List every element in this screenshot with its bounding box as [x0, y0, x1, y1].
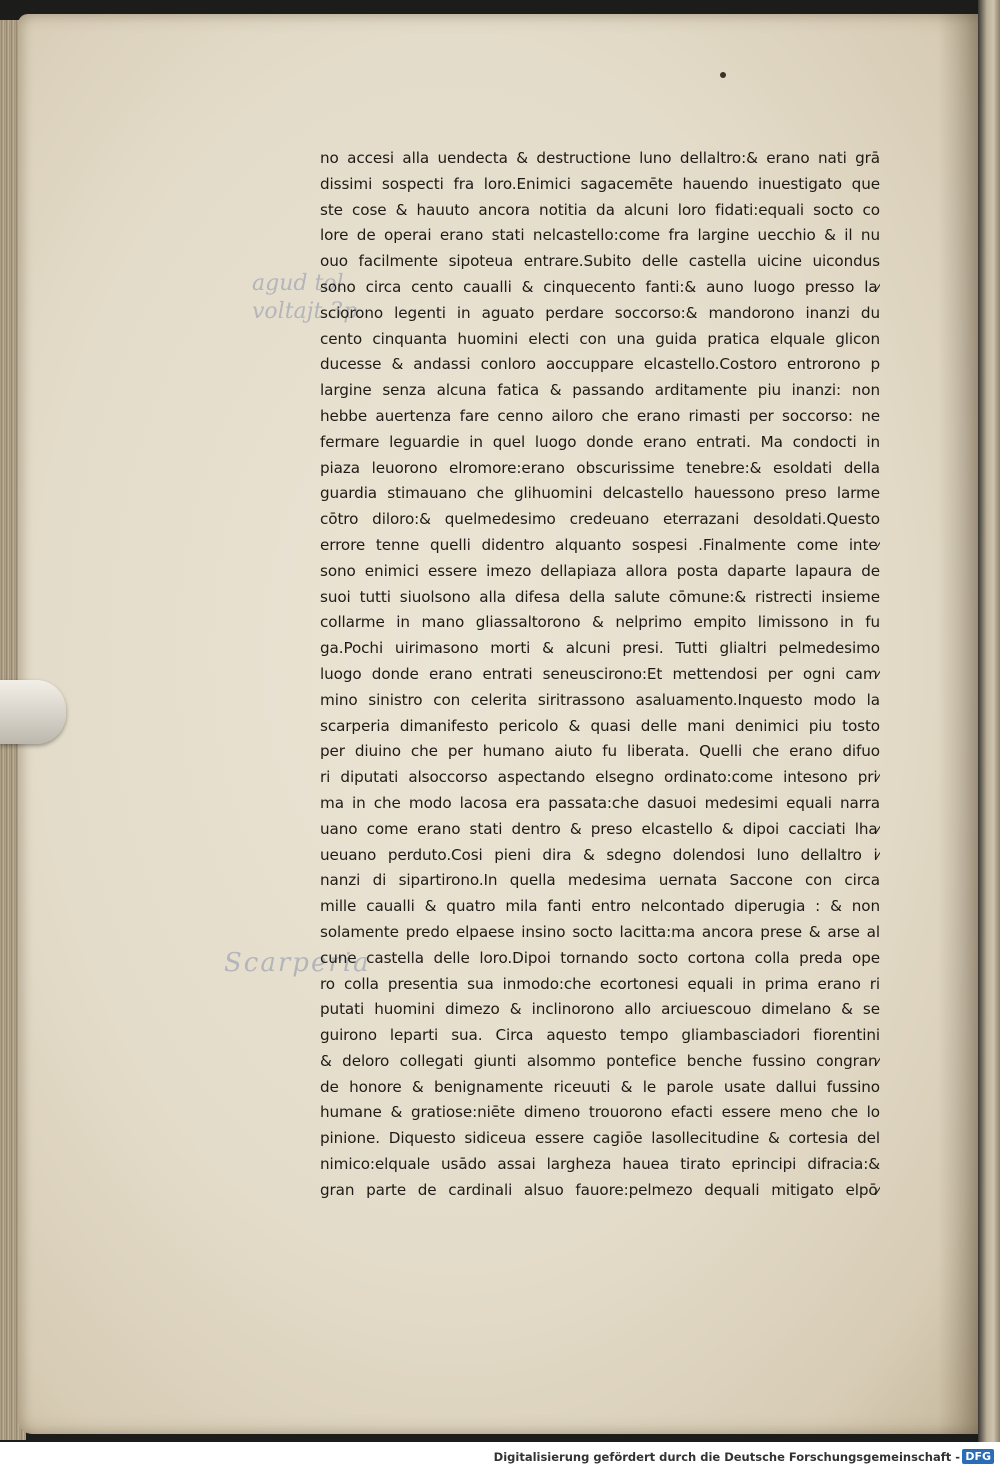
dfg-logo: DFG — [962, 1449, 994, 1464]
text-line: ste cose & hauuto ancora notitia da alcuni loro fidati:equali socto co — [320, 200, 880, 219]
text-line: ueuano perduto.Cosi pieni dira & sdegno dolendosi luno dellaltro i⁄ — [320, 845, 880, 864]
text-line: nimico:elquale usādo assai largheza hauea tirato eprincipi difracia:& — [320, 1155, 880, 1174]
text-line: per diuino che per humano aiuto fu liberata. Quelli che erano difuo — [320, 742, 880, 761]
digitization-footer — [0, 1442, 1000, 1472]
text-line: ro colla presentia sua inmodo:che ecortonesi equali in prima erano ri — [320, 974, 880, 993]
text-line: nanzi di sipartirono.In quella medesima uernata Saccone con circa — [320, 871, 880, 890]
text-line: piaza leuorono elromore:erano obscurissime tenebre:& esoldati della — [320, 458, 880, 477]
text-line: ducesse & andassi conloro aoccuppare elcastello.Costoro entrorono p — [320, 355, 880, 374]
text-line: lore de operai erano stati nelcastello:come fra largine uecchio & il nu — [320, 226, 880, 245]
text-line: gran parte de cardinali alsuo fauore:pelmezo dequali mitigato elpō⁄ — [320, 1180, 880, 1199]
text-line: cento cinquanta huomini electi con una guida pratica elquale glicon — [320, 329, 880, 348]
text-line: dissimi sospecti fra loro.Enimici sagacemēte hauendo inuestigato que — [320, 174, 880, 193]
text-line: sono circa cento caualli & cinquecento fanti:& auno luogo presso la⁄ — [320, 277, 880, 296]
text-line: largine senza alcuna fatica & passando arditamente piu inanzi: non — [320, 381, 880, 400]
text-line: uano come erano stati dentro & preso elcastello & dipoi cacciati lha⁄ — [320, 819, 880, 838]
text-line: guirono leparti sua. Circa aquesto tempo gliambasciadori fiorentini — [320, 1026, 880, 1045]
text-line: & deloro collegati giunti alsommo pontefice benche fussino congran⁄ — [320, 1051, 880, 1070]
text-line: guardia stimauano che glihuomini delcastello hauessono preso larme — [320, 484, 880, 503]
text-line: pinione. Diquesto sidiceua essere cagiōe lasollecitudine & cortesia del — [320, 1129, 880, 1148]
margin-note-upper: agud tol voltajt 3p — [252, 271, 358, 324]
text-line: fermare leguardie in quel luogo donde erano entrati. Ma condocti in — [320, 432, 880, 451]
text-line: ma in che modo lacosa era passata:che dasuoi medesimi equali narra — [320, 793, 880, 812]
text-line: cōtro diloro:& quelmedesimo credeuano eterrazani desoldati.Questo — [320, 510, 880, 529]
text-line: ri diputati alsoccorso aspectando elsegno ordinato:come intesono pri⁄ — [320, 768, 880, 787]
text-line: hebbe auertenza fare cenno ailoro che erano rimasti per soccorso: ne — [320, 406, 880, 425]
text-line: cune castella delle loro.Dipoi tornando socto cortona colla preda ope — [320, 948, 880, 967]
text-line: mille caualli & quatro mila fanti entro nelcontado diperugia : & non — [320, 897, 880, 916]
text-line: scarperia dimanifesto pericolo & quasi delle mani denimici piu tosto — [320, 716, 880, 735]
text-line: humane & gratiose:niēte dimeno trouorono efacti essere meno che lo — [320, 1103, 880, 1122]
text-line: solamente predo elpaese insino socto lacitta:ma ancora prese & arse al — [320, 922, 880, 941]
page-clip — [0, 680, 66, 744]
text-line: ouo facilmente sipoteua entrare.Subito delle castella uicine uicondus — [320, 252, 880, 271]
text-line: sono enimici essere imezo dellapiaza allora posta daparte lapaura de — [320, 561, 880, 580]
text-line: luogo donde erano entrati seneuscirono:Et mettendosi per ogni cam⁄ — [320, 664, 880, 683]
text-line: collarme in mano gliassaltorono & nelprimo empito limissono in fu — [320, 613, 880, 632]
text-line: no accesi alla uendecta & destructione luno dellaltro:& erano nati grā — [320, 149, 880, 167]
printed-text-block — [320, 146, 880, 1204]
facing-page-edge — [978, 0, 1000, 1442]
text-line: de honore & benignamente riceuuti & le parole usate dallui fussino — [320, 1077, 880, 1096]
text-line: suoi tutti siuolsono alla difesa della salute cōmune:& ristrecti insieme — [320, 587, 880, 606]
text-line: mino sinistro con celerita siritrassono asaluamento.Inquesto modo la — [320, 690, 880, 709]
spine-shadow — [938, 14, 983, 1434]
ink-mark — [720, 72, 726, 78]
text-line: putati huomini dimezo & inclinorono allo arciuescouo dimelano & se — [320, 1000, 880, 1019]
margin-note-scarperia: Scarperia — [224, 948, 371, 978]
text-line: errore tenne quelli didentro alquanto sospesi .Finalmente come inte⁄ — [320, 535, 880, 554]
footer-credit: Digitalisierung gefördert durch die Deutsche Forschungsgemeinschaft - — [493, 1450, 960, 1464]
text-line: sciorono legenti in aguato perdare soccorso:& mandorono inanzi du — [320, 303, 880, 322]
text-line: ga.Pochi uirimasono morti & alcuni presi. Tutti glialtri pelmedesimo — [320, 639, 880, 658]
